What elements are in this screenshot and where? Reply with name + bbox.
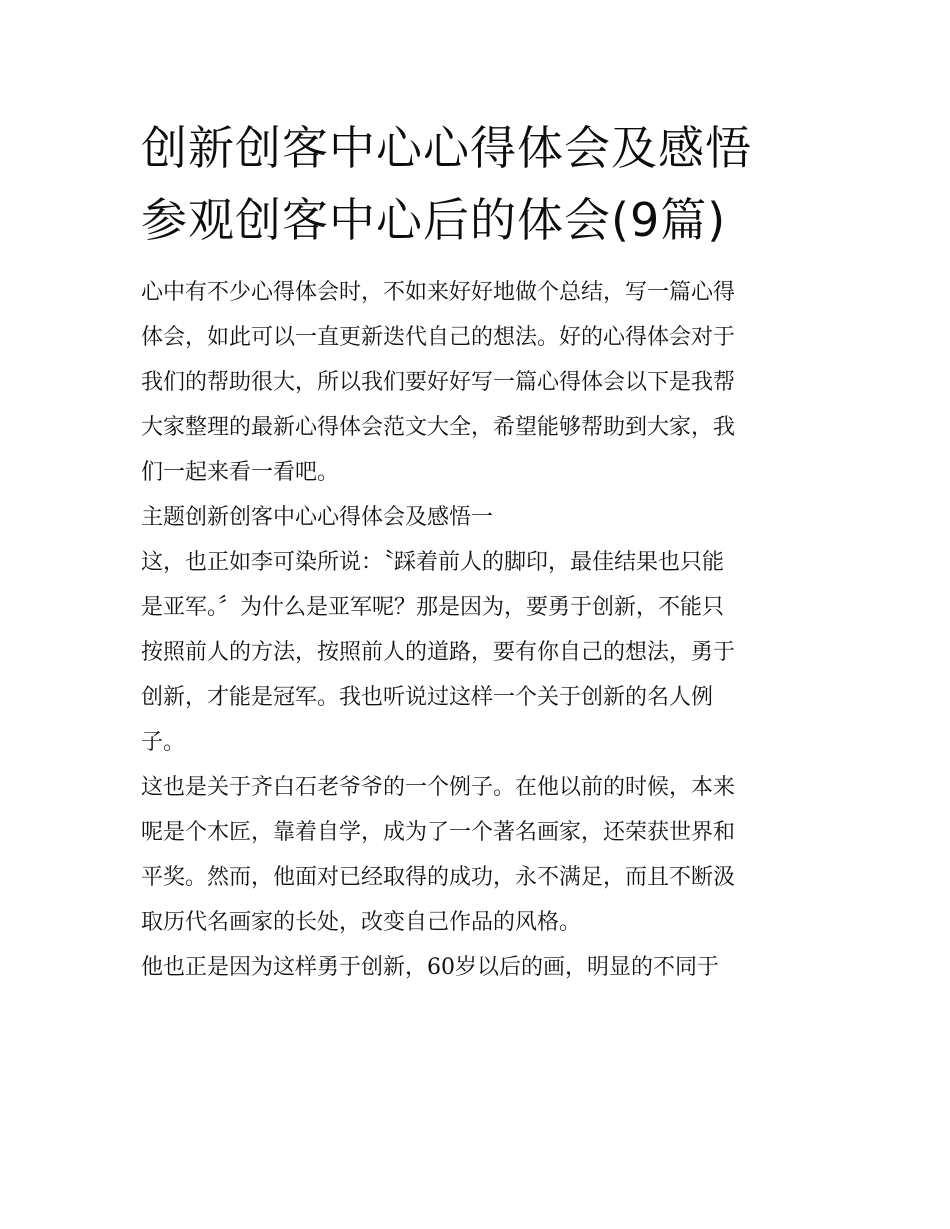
document-title (141, 112, 813, 256)
text-line: 主题创新创客中心心得体会及感悟一 (141, 505, 494, 530)
section-heading (141, 495, 813, 540)
text-line: 子。 (141, 730, 186, 755)
text-line: 按照前人的方法，按照前人的道路，要有你自己的想法，勇于 (141, 640, 736, 665)
paragraph-example (141, 765, 813, 945)
document-body (141, 270, 813, 990)
text-line: 这，也正如李可染所说：〝踩着前人的脚印，最佳结果也只能 (141, 550, 725, 575)
paragraph-quote (141, 540, 813, 765)
text-line: 平奖。然而，他面对已经取得的成功，永不满足，而且不断汲 (141, 865, 736, 890)
document-content (141, 112, 813, 990)
text-line: 们一起来看一看吧。 (141, 460, 340, 485)
text-line: 创新，才能是冠军。我也听说过这样一个关于创新的名人例 (141, 685, 714, 710)
text-line: 这也是关于齐白石老爷爷的一个例子。在他以前的时候，本来 (141, 775, 736, 800)
paragraph-continuation (141, 945, 813, 990)
text-line: 我们的帮助很大，所以我们要好好写一篇心得体会以下是我帮 (141, 370, 736, 395)
text-line: 心中有不少心得体会时，不如来好好地做个总结，写一篇心得 (141, 280, 736, 305)
title-line: 参观创客中心后的体会(9篇) (141, 193, 727, 247)
text-line: 他也正是因为这样勇于创新，60岁以后的画，明显的不同于 (141, 955, 719, 980)
text-line: 体会，如此可以一直更新迭代自己的想法。好的心得体会对于 (141, 325, 736, 350)
title-line: 创新创客中心心得体会及感悟 (141, 121, 752, 175)
text-line: 大家整理的最新心得体会范文大全，希望能够帮助到大家，我 (141, 415, 736, 440)
text-line: 取历代名画家的长处，改变自己作品的风格。 (141, 910, 582, 935)
paragraph-intro (141, 270, 813, 495)
text-line: 呢是个木匠，靠着自学，成为了一个著名画家，还荣获世界和 (141, 820, 736, 845)
text-line: 是亚军。〞为什么是亚军呢？那是因为，要勇于创新，不能只 (141, 595, 725, 620)
